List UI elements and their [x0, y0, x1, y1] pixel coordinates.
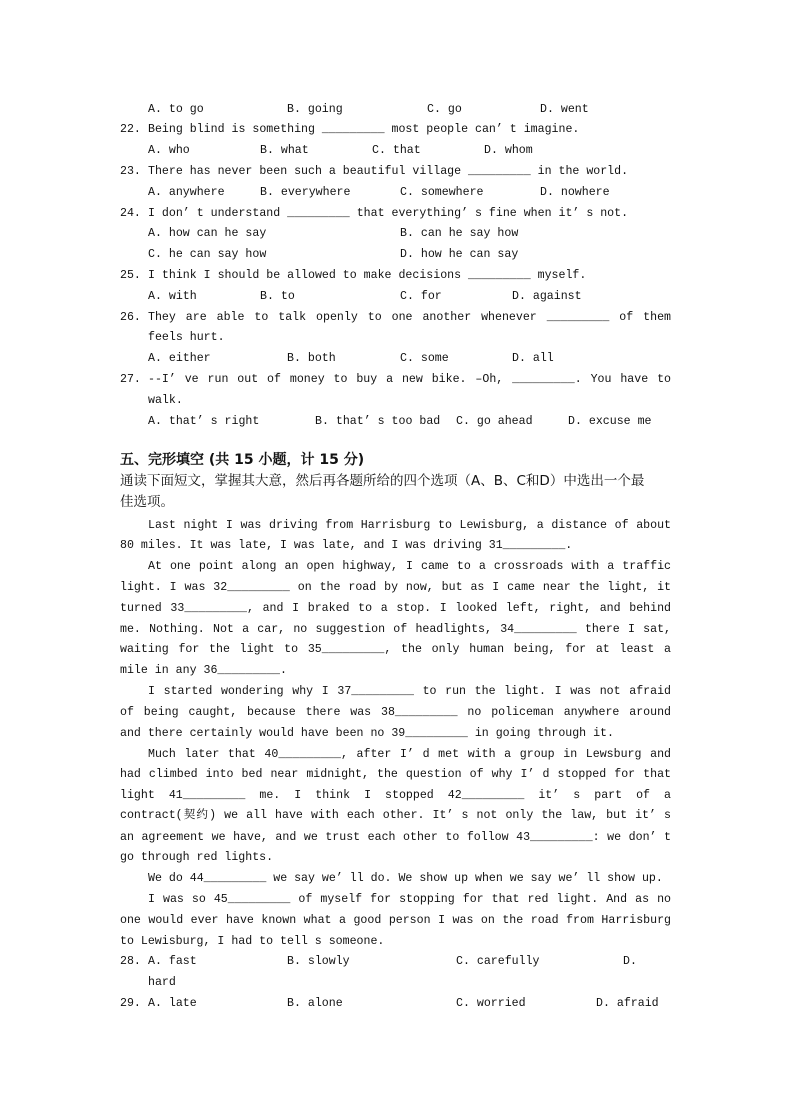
q24-stem: I don’ t understand _________ that everything’ s fine when it’ s not.: [148, 207, 629, 220]
passage-line: an agreement we have, and we trust each other to follow 43_________: we don’ t: [120, 831, 671, 844]
q21-option-a: A. to go: [148, 103, 204, 116]
q22-number: 22.: [120, 123, 141, 136]
q25-stem: I think I should be allowed to make decisions _________ myself.: [148, 269, 587, 282]
q23-option-a: A. anywhere: [148, 186, 225, 199]
q22-option-a: A. who: [148, 144, 190, 157]
passage-line: go through red lights.: [120, 851, 274, 864]
q27-option-c: C. go ahead: [456, 415, 533, 428]
q27-number: 27.: [120, 373, 141, 386]
passage-line: 80 miles. It was late, I was late, and I was driving 31_________.: [120, 539, 573, 552]
q22-option-b: B. what: [260, 144, 309, 157]
q29-number: 29.: [120, 997, 141, 1010]
passage-line: Much later that 40_________, after I’ d met with a group in Lewsburg and: [148, 748, 671, 761]
passage-line: and there certainly would have been no 39_________ in going through it.: [120, 727, 614, 740]
passage-line: waiting for the light to 35_________, the only human being, for at least a: [120, 643, 671, 656]
q27-option-b: B. that’ s too bad: [315, 415, 441, 428]
q27-stem-line-1: --I’ ve run out of money to buy a new bike. –Oh, _________. You have to: [148, 373, 671, 386]
q27-option-d: D. excuse me: [568, 415, 652, 428]
passage-line: I was so 45_________ of myself for stopping for that red light. And as no: [148, 893, 671, 906]
q26-option-c: C. some: [400, 352, 449, 365]
q26-option-d: D. all: [512, 352, 554, 365]
q23-option-b: B. everywhere: [260, 186, 351, 199]
q28-number: 28.: [120, 955, 141, 968]
q22-option-d: D. whom: [484, 144, 533, 157]
q26-option-a: A. either: [148, 352, 211, 365]
q26-stem-line-1: They are able to talk openly to one another whenever _________ of them: [148, 311, 671, 324]
passage-line: At one point along an open highway, I came to a crossroads with a traffic: [148, 560, 671, 573]
q28-option-c: C. carefully: [456, 955, 540, 968]
passage-line: to Lewisburg, I had to tell s someone.: [120, 935, 385, 948]
q26-stem-line-2: feels hurt.: [148, 331, 225, 344]
section-5-instructions-line-1: 通读下面短文，掌握其大意，然后再各题所给的四个选项（A、B、C和D）中选出一个最: [120, 473, 645, 489]
q24-option-a: A. how can he say: [148, 227, 267, 240]
q24-option-c: C. he can say how: [148, 248, 267, 261]
q26-number: 26.: [120, 311, 141, 324]
q25-number: 25.: [120, 269, 141, 282]
q24-option-d: D. how he can say: [400, 248, 519, 261]
q21-option-b: B. going: [287, 103, 343, 116]
passage-line: contract(契约) we all have with each other. It’ s not only the law, but it’ s: [120, 809, 671, 822]
q28-option-b: B. slowly: [287, 955, 350, 968]
passage-line: one would ever have known what a good person I was on the road from Harrisburg: [120, 914, 671, 927]
passage-line: light. I was 32_________ on the road by now, but as I came near the light, it: [120, 581, 671, 594]
q28-option-a: A. fast: [148, 955, 197, 968]
q24-option-b: B. can he say how: [400, 227, 519, 240]
q21-option-c: C. go: [427, 103, 462, 116]
q29-option-c: C. worried: [456, 997, 526, 1010]
section-5-instructions-line-2: 佳选项。: [120, 494, 174, 510]
passage-line: mile in any 36_________.: [120, 664, 287, 677]
q23-number: 23.: [120, 165, 141, 178]
passage-line: We do 44_________ we say we’ ll do. We show up when we say we’ ll show up.: [148, 872, 663, 885]
passage-line: turned 33_________, and I braked to a stop. I looked left, right, and behind: [120, 602, 671, 615]
passage-line: light 41_________ me. I think I stopped 42_________ it’ s part of a: [120, 789, 671, 802]
q23-option-d: D. nowhere: [540, 186, 610, 199]
q29-option-b: B. alone: [287, 997, 343, 1010]
passage-line: Last night I was driving from Harrisburg to Lewisburg, a distance of about: [148, 519, 671, 532]
q28-option-d-text: hard: [148, 976, 176, 989]
q29-option-a: A. late: [148, 997, 197, 1010]
q25-option-c: C. for: [400, 290, 442, 303]
q24-number: 24.: [120, 207, 141, 220]
q22-option-c: C. that: [372, 144, 421, 157]
passage-line: of being caught, because there was 38_________ no policeman anywhere around: [120, 706, 671, 719]
q23-option-c: C. somewhere: [400, 186, 484, 199]
section-5-heading: 五、完形填空 (共 15 小题，计 15 分): [120, 452, 365, 468]
q25-option-d: D. against: [512, 290, 582, 303]
q28-option-d-label: D.: [623, 955, 637, 968]
q26-option-b: B. both: [287, 352, 336, 365]
passage-line: had climbed into bed near midnight, the question of why I’ d stopped for that: [120, 768, 671, 781]
q21-option-d: D. went: [540, 103, 589, 116]
q25-option-b: B. to: [260, 290, 295, 303]
q29-option-d: D. afraid: [596, 997, 659, 1010]
passage-line: I started wondering why I 37_________ to run the light. I was not afraid: [148, 685, 671, 698]
q23-stem: There has never been such a beautiful village _________ in the world.: [148, 165, 629, 178]
q27-stem-line-2: walk.: [148, 394, 183, 407]
passage-line: me. Nothing. Not a car, no suggestion of headlights, 34_________ there I sat,: [120, 623, 671, 636]
q27-option-a: A. that’ s right: [148, 415, 260, 428]
q25-option-a: A. with: [148, 290, 197, 303]
q22-stem: Being blind is something _________ most people can’ t imagine.: [148, 123, 580, 136]
